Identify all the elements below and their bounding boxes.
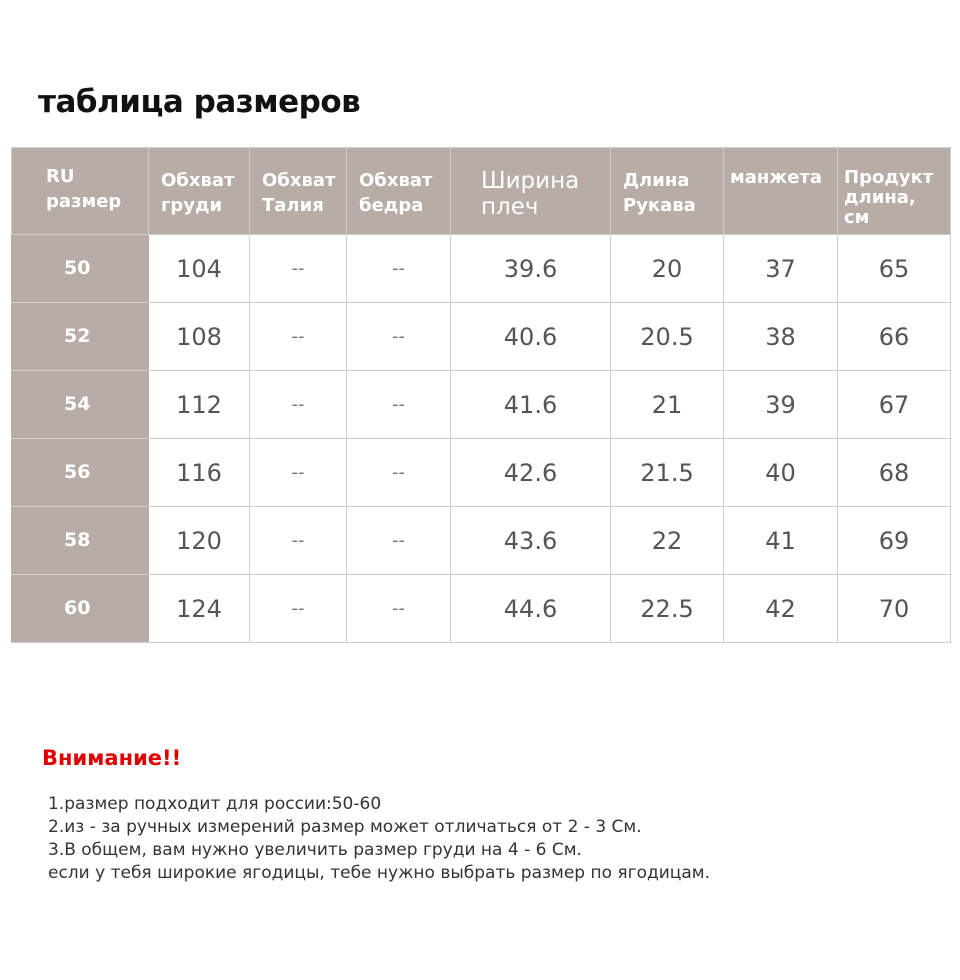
cell-waist: -- [250,235,347,303]
cell-product-length: 65 [838,235,951,303]
notes-list [48,793,710,885]
cell-shoulder-width: 39.6 [451,235,611,303]
cell-sleeve-length: 20.5 [611,303,724,371]
warning-heading: Внимание!! [42,746,182,770]
size-table [11,147,951,643]
header-hips: Обхват бедра [347,148,451,235]
cell-cuff: 42 [724,575,838,643]
note-line: если у тебя широкие ягодицы, тебе нужно выбрать размер по ягодицам. [48,863,711,883]
cell-cuff: 39 [724,371,838,439]
note-line: 3.В общем, вам нужно увеличить размер груди на 4 - 6 См. [48,840,582,860]
cell-waist: -- [250,303,347,371]
cell-waist: -- [250,575,347,643]
cell-chest: 120 [149,507,250,575]
table-row [12,235,951,303]
cell-cuff: 40 [724,439,838,507]
cell-size: 50 [12,235,149,303]
table-header-row [12,148,951,235]
header-shoulder-width: Ширина плеч [451,148,611,235]
cell-cuff: 41 [724,507,838,575]
note-line: 1.размер подходит для россии:50-60 [48,794,382,814]
cell-sleeve-length: 21 [611,371,724,439]
cell-waist: -- [250,371,347,439]
cell-chest: 108 [149,303,250,371]
header-sleeve-length: Длина Рукава [611,148,724,235]
cell-chest: 104 [149,235,250,303]
cell-waist: -- [250,507,347,575]
cell-product-length: 67 [838,371,951,439]
cell-hips: -- [347,303,451,371]
cell-sleeve-length: 21.5 [611,439,724,507]
cell-waist: -- [250,439,347,507]
table-row [12,507,951,575]
cell-cuff: 37 [724,235,838,303]
header-product-length: Продукт длина, см [838,148,951,235]
cell-sleeve-length: 22 [611,507,724,575]
cell-shoulder-width: 43.6 [451,507,611,575]
cell-size: 54 [12,371,149,439]
cell-size: 58 [12,507,149,575]
cell-hips: -- [347,575,451,643]
cell-chest: 124 [149,575,250,643]
header-cuff: манжета [724,148,838,235]
cell-shoulder-width: 42.6 [451,439,611,507]
cell-size: 56 [12,439,149,507]
cell-product-length: 69 [838,507,951,575]
cell-shoulder-width: 40.6 [451,303,611,371]
note-line: 2.из - за ручных измерений размер может отличаться от 2 - 3 См. [48,817,642,837]
header-size: RU размер [12,148,149,235]
table-row [12,575,951,643]
cell-sleeve-length: 22.5 [611,575,724,643]
cell-hips: -- [347,439,451,507]
cell-product-length: 70 [838,575,951,643]
table-row [12,303,951,371]
header-waist: Обхват Талия [250,148,347,235]
header-chest: Обхват груди [149,148,250,235]
cell-shoulder-width: 41.6 [451,371,611,439]
table-row [12,439,951,507]
cell-size: 60 [12,575,149,643]
cell-cuff: 38 [724,303,838,371]
cell-hips: -- [347,371,451,439]
cell-sleeve-length: 20 [611,235,724,303]
cell-chest: 116 [149,439,250,507]
table-row [12,371,951,439]
page-title: таблица размеров [38,84,361,120]
cell-chest: 112 [149,371,250,439]
cell-size: 52 [12,303,149,371]
cell-product-length: 68 [838,439,951,507]
cell-shoulder-width: 44.6 [451,575,611,643]
cell-hips: -- [347,235,451,303]
cell-hips: -- [347,507,451,575]
cell-product-length: 66 [838,303,951,371]
